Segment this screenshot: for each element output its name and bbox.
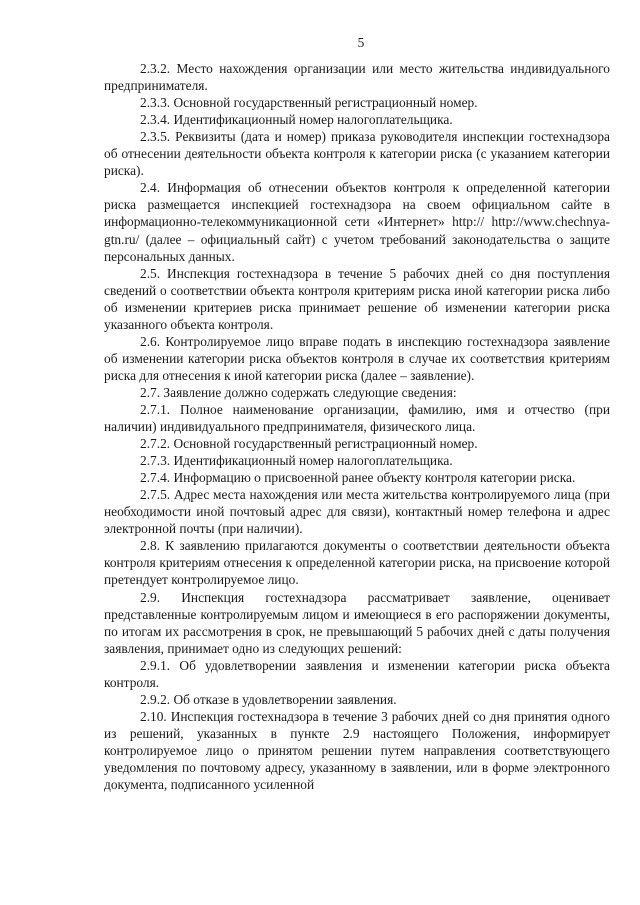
paragraph-2-9-2: 2.9.2. Об отказе в удовлетворении заявления.	[140, 691, 397, 707]
paragraph-2-7-2: 2.7.2. Основной государственный регистрационный номер.	[140, 436, 478, 452]
paragraph-2-10: 2.10. Инспекция гостехнадзора в течение 3 рабочих дней со дня принятия одного из решений, указанных в пункте 2.9 настоящего Положения, информирует контролируемое лицо о принятом решении путем направления соответствующего уведомления по почтовому адресу, указанному в заявлении, или в форме электронного документа, подписанного усиленной	[104, 708, 610, 793]
paragraph-2-7-1: 2.7.1. Полное наименование организации, фамилию, имя и отчество (при наличии) индивидуального предпринимателя, физического лица.	[104, 401, 610, 435]
paragraph-2-3-5: 2.3.5. Реквизиты (дата и номер) приказа руководителя инспекции гостехнадзора об отнесении деятельности объекта контроля к категории риска (с указанием категории риска).	[104, 129, 610, 179]
paragraph-2-7-5: 2.7.5. Адрес места нахождения или места жительства контролируемого лица (при необходимости иной почтовый адрес для связи), контактный номер телефона и адрес электронной почты (при наличии).	[104, 487, 610, 537]
paragraph-2-4: 2.4. Информация об отнесении объектов контроля к определенной категории риска размещается инспекцией гостехнадзора на своем официальном сайте в информационно-телекоммуникационной сети «Интернет» http:// http://www.chechnya-gtn.ru/ (далее – официальный сайт) с учетом требований законодательства о защите персональных данных.	[104, 180, 610, 264]
paragraph-2-5: 2.5. Инспекция гостехнадзора в течение 5 рабочих дней со дня поступления сведений о соответствии объекта контроля критериям риска иной категории риска либо об изменении критериев риска принимает решение об изменении категории риска указанного объекта контроля.	[104, 265, 610, 332]
paragraph-2-7-4: 2.7.4. Информацию о присвоенной ранее объекту контроля категории риска.	[140, 470, 576, 486]
page-number: 5	[357, 35, 365, 50]
paragraph-2-7-3: 2.7.3. Идентификационный номер налогоплательщика.	[140, 453, 453, 469]
paragraph-2-6: 2.6. Контролируемое лицо вправе подать в инспекцию гостехнадзора заявление об изменении категории риска объектов контроля в случае их соответствия критериям риска для отнесения к иной категории риска (далее – заявление).	[104, 333, 610, 383]
paragraph-2-3-3: 2.3.3. Основной государственный регистрационный номер.	[140, 95, 478, 111]
paragraph-2-9: 2.9. Инспекция гостехнадзора рассматривает заявление, оценивает представленные контролируемым лицом и имеющиеся в его распоряжении документы, по итогам их рассмотрения в срок, не превышающий 5 рабочих дней с даты получения заявления, принимает одно из следующих решений:	[104, 589, 610, 656]
paragraph-2-3-2: 2.3.2. Место нахождения организации или место жительства индивидуального предпринимателя.	[104, 61, 610, 94]
paragraph-2-3-4: 2.3.4. Идентификационный номер налогоплательщика.	[140, 112, 453, 128]
paragraph-2-8: 2.8. К заявлению прилагаются документы о соответствии деятельности объекта контроля критериям отнесения к определенной категории риска, на присвоение которой претендует контролируемое лицо.	[104, 538, 610, 588]
paragraph-2-7: 2.7. Заявление должно содержать следующие сведения:	[140, 384, 457, 400]
paragraph-2-9-1: 2.9.1. Об удовлетворении заявления и изменении категории риска объекта контроля.	[104, 657, 610, 690]
